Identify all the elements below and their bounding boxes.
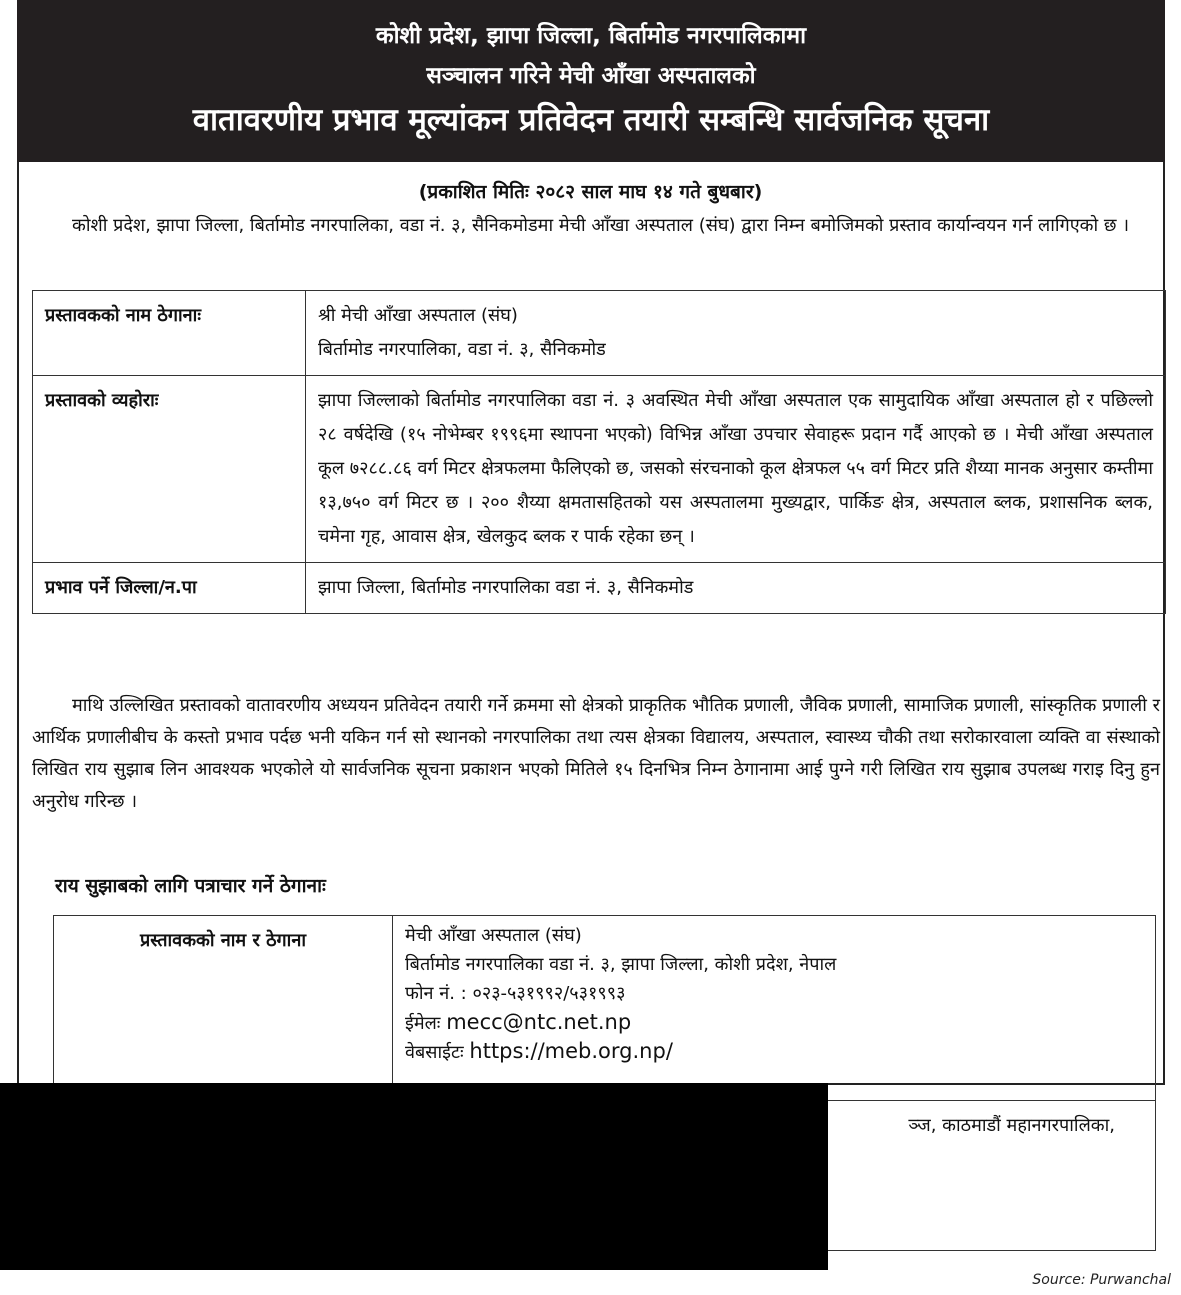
contact-email[interactable]: mecc@ntc.net.np bbox=[446, 1010, 632, 1034]
table-row bbox=[33, 291, 1166, 376]
row-label: प्रभाव पर्ने जिल्ला/न.पा bbox=[33, 563, 306, 614]
email-label: ईमेलः bbox=[405, 1013, 441, 1034]
proponent-name: श्री मेची आँखा अस्पताल (संघ) bbox=[318, 305, 518, 326]
notice-title: वातावरणीय प्रभाव मूल्यांकन प्रतिवेदन तयारी सम्बन्धि सार्वजनिक सूचना bbox=[192, 102, 990, 138]
contact-phone: फोन नं. : ०२३-५३१९९२/५३१९९३ bbox=[405, 983, 626, 1004]
contact-website[interactable]: https://meb.org.np/ bbox=[469, 1039, 673, 1063]
header-line-1: कोशी प्रदेश, झापा जिल्ला, बिर्तामोड नगरपालिकामा bbox=[375, 23, 807, 49]
table-row bbox=[33, 563, 1166, 614]
row-label: प्रस्तावको व्यहोराः bbox=[33, 376, 306, 563]
table-row bbox=[33, 376, 1166, 563]
row-label: प्रस्तावकको नाम ठेगानाः bbox=[33, 291, 306, 376]
header-line-2: सञ्चालन गरिने मेची आँखा अस्पतालको bbox=[426, 63, 756, 89]
website-label: वेबसाईटः bbox=[405, 1042, 464, 1063]
proponent-address: बिर्तामोड नगरपालिका, वडा नं. ३, सैनिकमोड bbox=[318, 339, 606, 360]
source-credit: Source: Purwanchal bbox=[1032, 1272, 1171, 1288]
proposal-description: झापा जिल्लाको बिर्तामोड नगरपालिका वडा नं. ३ अवस्थित मेची आँखा अस्पताल एक सामुदायिक आँखा अस्पताल हो र पछिल्लो २८ वर्षदेखि (१५ नोभेम्बर १९९६मा स्थापना भएको) विभिन्न आँखा उपचार सेवाहरू प्रदान गर्दै आएको छ । मेची आँखा अस्पताल कूल ७२८८.८६ वर्ग मिटर क्षेत्रफलमा फैलिएको छ, जसको संरचनाको कूल क्षेत्रफल ५५ वर्ग मिटर प्रति शैय्या मानक अनुसार कम्तीमा १३,७५० वर्ग मिटर छ । २०० शैय्या क्षमतासहितको यस अस्पतालमा मुख्यद्वार, पार्किङ क्षेत्र, अस्पताल ब्लक, प्रशासनिक ब्लक, चमेना गृह, आवास क्षेत्र, खेलकुद ब्लक र पार्क रहेका छन् । bbox=[306, 376, 1166, 563]
published-date: (प्रकाशित मितिः २०८२ साल माघ १४ गते बुधबार) bbox=[418, 181, 763, 203]
proposal-table bbox=[32, 290, 1166, 614]
body-paragraph: माथि उल्लिखित प्रस्तावको वातावरणीय अध्ययन प्रतिवेदन तयारी गर्ने क्रममा सो क्षेत्रको प्राकृतिक भौतिक प्रणाली, जैविक प्रणाली, सामाजिक प्रणाली, सांस्कृतिक प्रणाली र आर्थिक प्रणालीबीच के कस्तो प्रभाव पर्दछ भनी यकिन गर्न सो स्थानको नगरपालिका तथा त्यस क्षेत्रका विद्यालय, अस्पताल, स्वास्थ्य चौकी तथा सरोकारवाला व्यक्ति वा संस्थाको लिखित राय सुझाब लिन आवश्यक भएकोले यो सार्वजनिक सूचना प्रकाशन भएको मितिले १५ दिनभित्र निम्न ठेगानामा आई पुग्ने गरी लिखित राय सुझाब उपलब्ध गराइ दिनु हुन अनुरोध गरिन्छ । bbox=[32, 695, 1160, 812]
notice-header bbox=[17, 0, 1165, 162]
row-label: प्रस्तावकको नाम र ठेगाना bbox=[54, 916, 393, 1101]
contact-address: बिर्तामोड नगरपालिका वडा नं. ३, झापा जिल्ला, कोशी प्रदेश, नेपाल bbox=[405, 954, 837, 975]
contact-name: मेची आँखा अस्पताल (संघ) bbox=[405, 925, 582, 946]
intro-paragraph: कोशी प्रदेश, झापा जिल्ला, बिर्तामोड नगरपालिका, वडा नं. ३, सैनिकमोडमा मेची आँखा अस्पताल (संघ) द्वारा निम्न बमोजिमको प्रस्ताव कार्यान्वयन गर्न लागिएको छ । bbox=[72, 215, 1130, 236]
table-row bbox=[54, 916, 1156, 1101]
affected-area: झापा जिल्ला, बिर्तामोड नगरपालिका वडा नं. ३, सैनिकमोड bbox=[306, 563, 1166, 614]
row-value-fragment: ञ्ज, काठमाडौं महानगरपालिका, bbox=[393, 1101, 1156, 1251]
row-value bbox=[393, 916, 1156, 1101]
contact-heading: राय सुझाबको लागि पत्राचार गर्ने ठेगानाः bbox=[55, 875, 326, 897]
redaction-box bbox=[0, 1083, 828, 1270]
row-value bbox=[306, 291, 1166, 376]
contact-website-line bbox=[405, 1037, 1143, 1066]
contact-email-line bbox=[405, 1008, 1143, 1037]
